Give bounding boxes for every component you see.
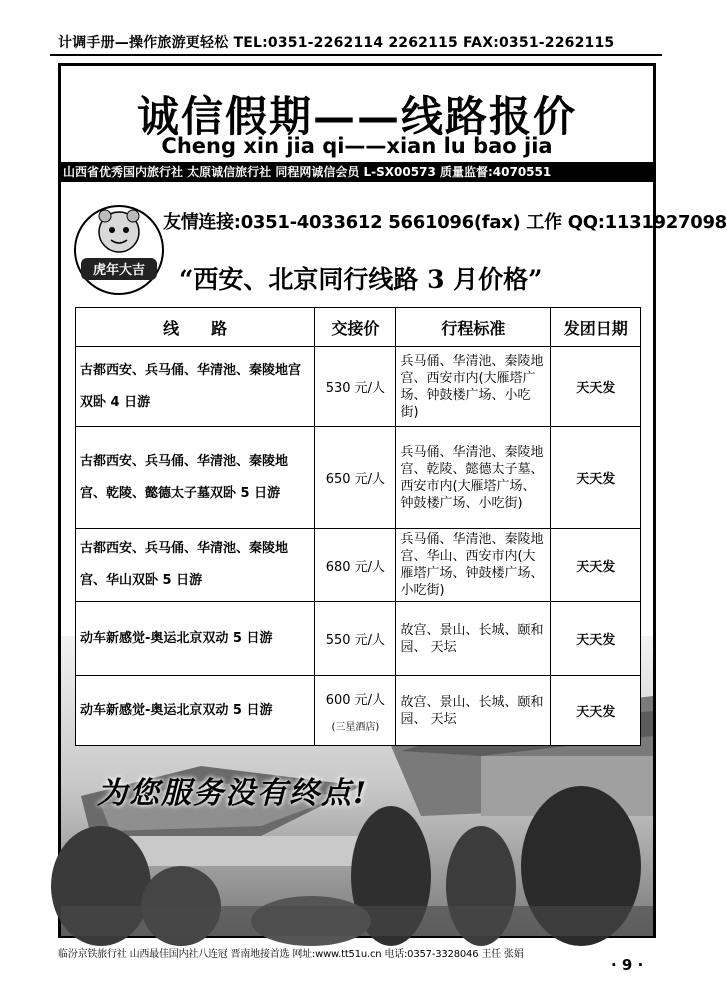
price-cell: 650 元/人 — [315, 427, 396, 529]
date-cell: 天天发 — [551, 676, 641, 746]
page-header: 计调手册—操作旅游更轻松 TEL:0351-2262114 2262115 FAX:0351-2262115 — [58, 35, 615, 51]
page-footer: 临汾京铁旅行社 山西最佳国内社八连冠 晋南地接首选 网址:www.tt51u.cn 电话:0357-3328046 王任 张娟 — [58, 949, 524, 960]
date-cell: 天天发 — [551, 602, 641, 676]
price-table — [75, 307, 641, 746]
route-cell: 动车新感觉-奥运北京双动 5 日游 — [76, 602, 315, 676]
itinerary-cell: 兵马俑、华清池、秦陵地宫、乾陵、懿德太子墓、西安市内(大雁塔广场、钟鼓楼广场、小吃街) — [396, 427, 551, 529]
itinerary-cell: 故宫、景山、长城、颐和园、 天坛 — [396, 676, 551, 746]
table-row — [76, 347, 641, 427]
header-route: 线 路 — [76, 308, 315, 347]
date-cell: 天天发 — [551, 427, 641, 529]
table-row — [76, 676, 641, 746]
price-cell: 530 元/人 — [315, 347, 396, 427]
date-cell: 天天发 — [551, 529, 641, 602]
itinerary-cell: 故宫、景山、长城、颐和园、 天坛 — [396, 602, 551, 676]
mascot-label: 虎年大吉 — [92, 263, 146, 278]
itinerary-cell: 兵马俑、华清池、秦陵地宫、西安市内(大雁塔广场、钟鼓楼广场、小吃街) — [396, 347, 551, 427]
agency-bar: 山西省优秀国内旅行社 太原诚信旅行社 同程网诚信会员 L-SX00573 质量监督:4070551 — [61, 162, 653, 182]
route-cell: 动车新感觉-奥运北京双动 5 日游 — [76, 676, 315, 746]
price-cell: 680 元/人 — [315, 529, 396, 602]
contact-info: 友情连接:0351-4033612 5661096(fax) 工作 QQ:1131927098 — [163, 212, 727, 233]
advert-frame — [58, 63, 727, 938]
itinerary-cell: 兵马俑、华清池、秦陵地宫、华山、西安市内(大雁塔广场、钟鼓楼广场、小吃街) — [396, 529, 551, 602]
main-title: 诚信假期——线路报价 — [136, 92, 577, 141]
price-note: (三星酒店) — [331, 721, 380, 733]
header-rule — [50, 54, 662, 56]
table-row — [76, 529, 641, 602]
route-cell: 古都西安、兵马俑、华清池、秦陵地宫、华山双卧 5 日游 — [76, 529, 315, 602]
tiger-mascot-logo — [69, 198, 169, 298]
page-number: · 9 · — [611, 956, 644, 974]
slogan: 为您服务没有终点! — [97, 776, 369, 811]
header-price: 交接价 — [315, 308, 396, 347]
table-row — [76, 602, 641, 676]
date-cell: 天天发 — [551, 347, 641, 427]
title-pinyin: Cheng xin jia qi——xian lu bao jia — [161, 134, 553, 158]
price-cell: 550 元/人 — [315, 602, 396, 676]
route-cell: 古都西安、兵马俑、华清池、秦陵地宫、乾陵、懿德太子墓双卧 5 日游 — [76, 427, 315, 529]
header-itinerary: 行程标准 — [396, 308, 551, 347]
header-date: 发团日期 — [551, 308, 641, 347]
table-row — [76, 427, 641, 529]
section-subtitle: “西安、北京同行线路 3 月价格” — [179, 265, 543, 294]
price-cell: 600 元/人 (三星酒店) — [315, 676, 396, 746]
route-cell: 古都西安、兵马俑、华清池、秦陵地宫双卧 4 日游 — [76, 347, 315, 427]
